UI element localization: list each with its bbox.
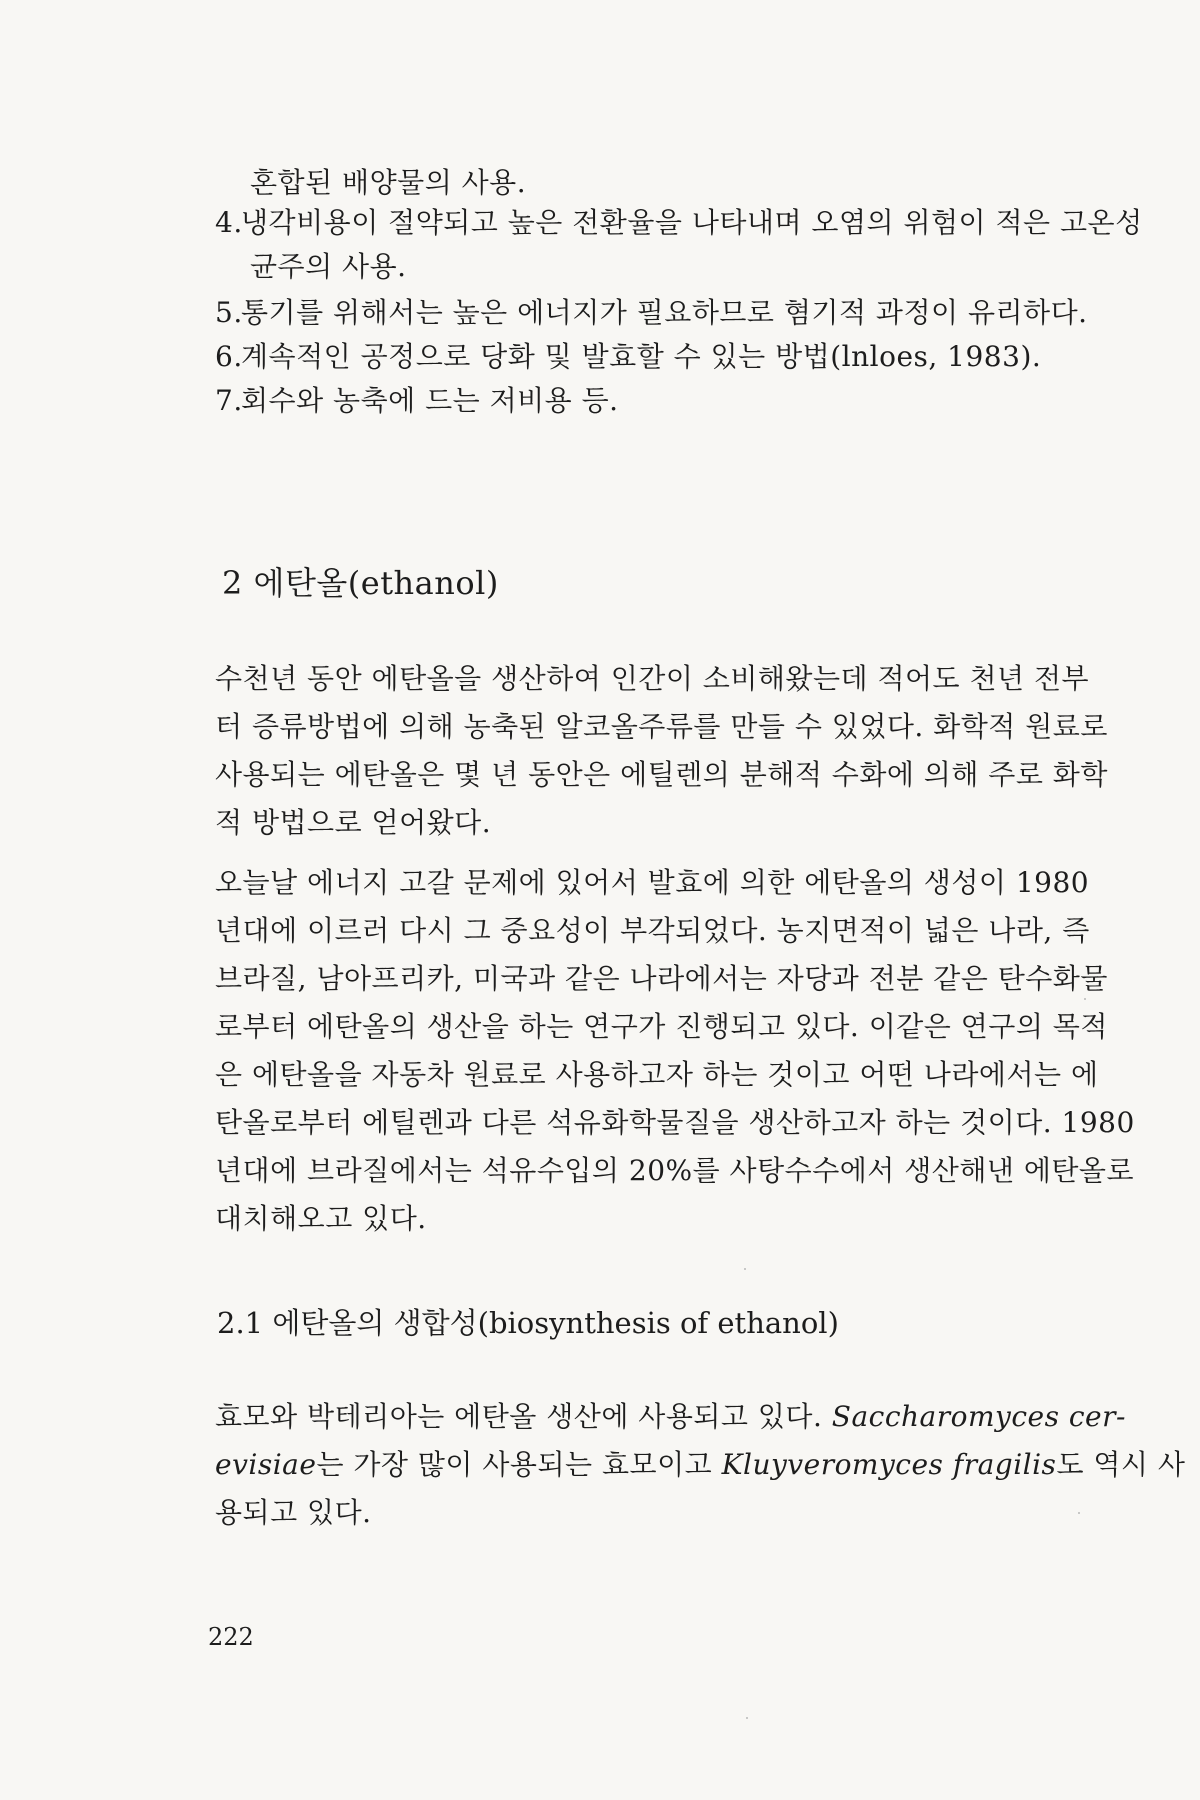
scan-speck [746, 1717, 748, 1719]
list-item-number: 4. [215, 206, 243, 239]
paragraph-line: 사용되는 에탄올은 몇 년 동안은 에틸렌의 분해적 수화에 의해 주로 화학 [215, 758, 1108, 791]
list-item-text: 계속적인 공정으로 당화 및 발효할 수 있는 방법(lnloes, 1983). [241, 340, 1042, 373]
paragraph-line: 년대에 이르러 다시 그 중요성이 부각되었다. 농지면적이 넓은 나라, 즉 [215, 914, 1090, 947]
list-item-6 [215, 340, 1041, 374]
subsection-heading: 2.1 에탄올의 생합성(biosynthesis of ethanol) [217, 1306, 839, 1340]
paragraph-line: 년대에 브라질에서는 석유수입의 20%를 사탕수수에서 생산해낸 에탄올로 [215, 1154, 1135, 1187]
paragraph-line: 용되고 있다. [215, 1496, 372, 1529]
scan-speck [1084, 998, 1086, 1000]
paragraph-line: 브라질, 남아프리카, 미국과 같은 나라에서는 자당과 전분 같은 탄수화물 [215, 962, 1108, 995]
paragraph-line: 로부터 에탄올의 생산을 하는 연구가 진행되고 있다. 이같은 연구의 목적 [215, 1010, 1108, 1043]
species-name: Kluyveromyces fragilis [721, 1448, 1057, 1481]
list-item-text: 회수와 농축에 드는 저비용 등. [241, 384, 619, 417]
paragraph-text: 는 가장 많이 사용되는 효모이고 [316, 1448, 722, 1481]
paragraph-line: 수천년 동안 에탄올을 생산하여 인간이 소비해왔는데 적어도 천년 전부 [215, 662, 1090, 695]
paragraph-line: 대치해오고 있다. [215, 1202, 427, 1235]
paragraph-line [215, 1400, 1126, 1434]
list-item-text: 혼합된 배양물의 사용. [250, 166, 527, 199]
scan-speck [744, 1268, 746, 1270]
list-item-5 [215, 296, 1088, 330]
list-item-number: 6. [215, 340, 243, 373]
species-name: evisiae [215, 1448, 317, 1481]
list-item-text: 냉각비용이 절약되고 높은 전환율을 나타내며 오염의 위험이 적은 고온성 [241, 206, 1143, 239]
paragraph-line: 오늘날 에너지 고갈 문제에 있어서 발효에 의한 에탄올의 생성이 1980 [215, 866, 1090, 899]
list-item-continuation [250, 166, 526, 200]
section-heading: 2 에탄올(ethanol) [222, 564, 499, 602]
list-item-4 [215, 206, 1143, 240]
page-number: 222 [208, 1623, 254, 1651]
paragraph-line [215, 1448, 1185, 1482]
scan-speck [1078, 1512, 1080, 1514]
paragraph-line: 은 에탄올을 자동차 원료로 사용하고자 하는 것이고 어떤 나라에서는 에 [215, 1058, 1099, 1091]
list-item-text: 균주의 사용. [250, 250, 407, 283]
list-item-number: 5. [215, 296, 243, 329]
paragraph-text: 도 역시 사 [1056, 1448, 1186, 1481]
paragraph-line: 적 방법으로 얻어왔다. [215, 806, 492, 839]
paragraph-line: 터 증류방법에 의해 농축된 알코올주류를 만들 수 있었다. 화학적 원료로 [215, 710, 1108, 743]
list-item-number: 7. [215, 384, 243, 417]
paragraph-text: 효모와 박테리아는 에탄올 생산에 사용되고 있다. [215, 1400, 832, 1433]
paragraph-line: 탄올로부터 에틸렌과 다른 석유화학물질을 생산하고자 하는 것이다. 1980 [215, 1106, 1135, 1139]
species-name: Saccharomyces cer- [831, 1400, 1126, 1433]
list-item-text: 통기를 위해서는 높은 에너지가 필요하므로 혐기적 과정이 유리하다. [241, 296, 1088, 329]
list-item-7 [215, 384, 619, 418]
list-item-continuation [250, 250, 407, 284]
